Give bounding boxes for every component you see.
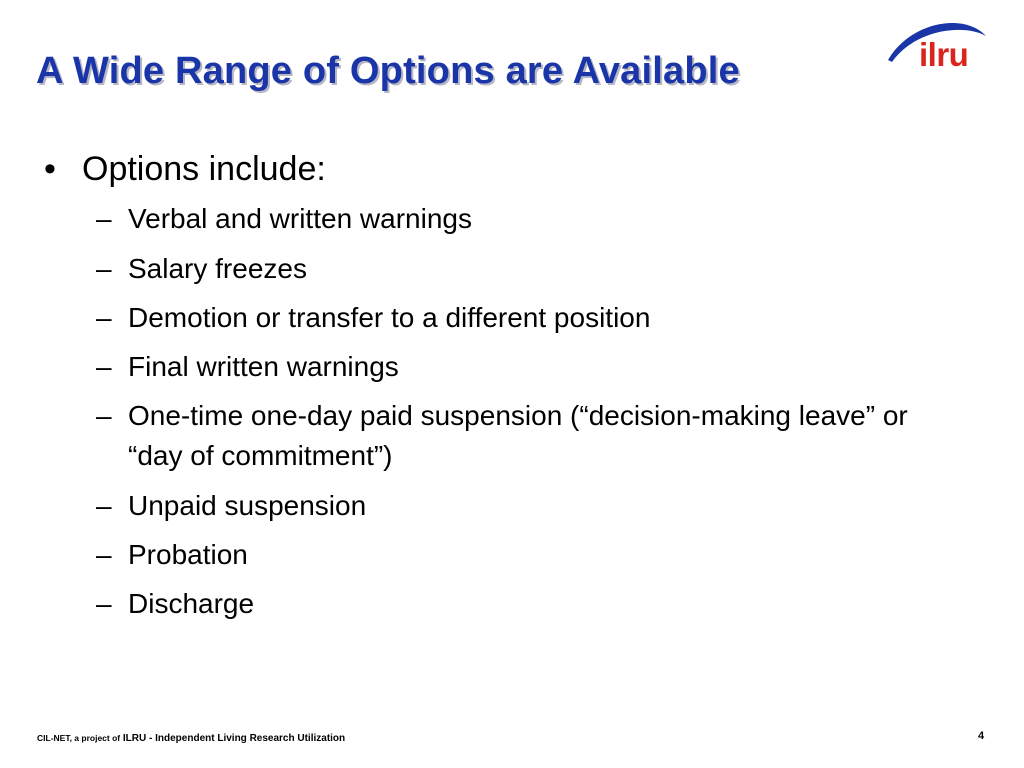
logo-text: ilru [919, 36, 969, 73]
sub-item-text: Final written warnings [128, 351, 399, 382]
sub-item-dash: – [96, 588, 112, 619]
slide-title: A Wide Range of Options are Available [36, 50, 740, 92]
sub-item-dash: – [96, 490, 112, 521]
sub-item-text: Unpaid suspension [128, 490, 367, 521]
sub-item-text: Discharge [128, 588, 255, 619]
footer-prefix: CIL-NET, a project of [37, 733, 121, 743]
footer-org: ILRU - Independent Living Research Utilization [122, 733, 346, 744]
bullet-marker: • [44, 150, 56, 188]
sub-item-dash: – [96, 351, 112, 382]
sub-item-dash: – [96, 203, 112, 234]
bullet-text: Options include: [82, 150, 326, 188]
page-number: 4 [978, 730, 985, 742]
footer [37, 733, 345, 744]
sub-item-text: One-time one-day paid suspension (“decision-making leave” or “day of commitment”) [128, 400, 908, 471]
sub-item-dash: – [96, 400, 112, 431]
sub-item-text: Demotion or transfer to a different position [128, 302, 651, 333]
sub-item-text: Verbal and written warnings [128, 203, 472, 234]
sub-item-dash: – [96, 253, 112, 284]
sub-item-dash: – [96, 302, 112, 333]
sub-item-dash: – [96, 539, 112, 570]
sub-item-text: Probation [128, 539, 248, 570]
sub-item-text: Salary freezes [128, 253, 307, 284]
